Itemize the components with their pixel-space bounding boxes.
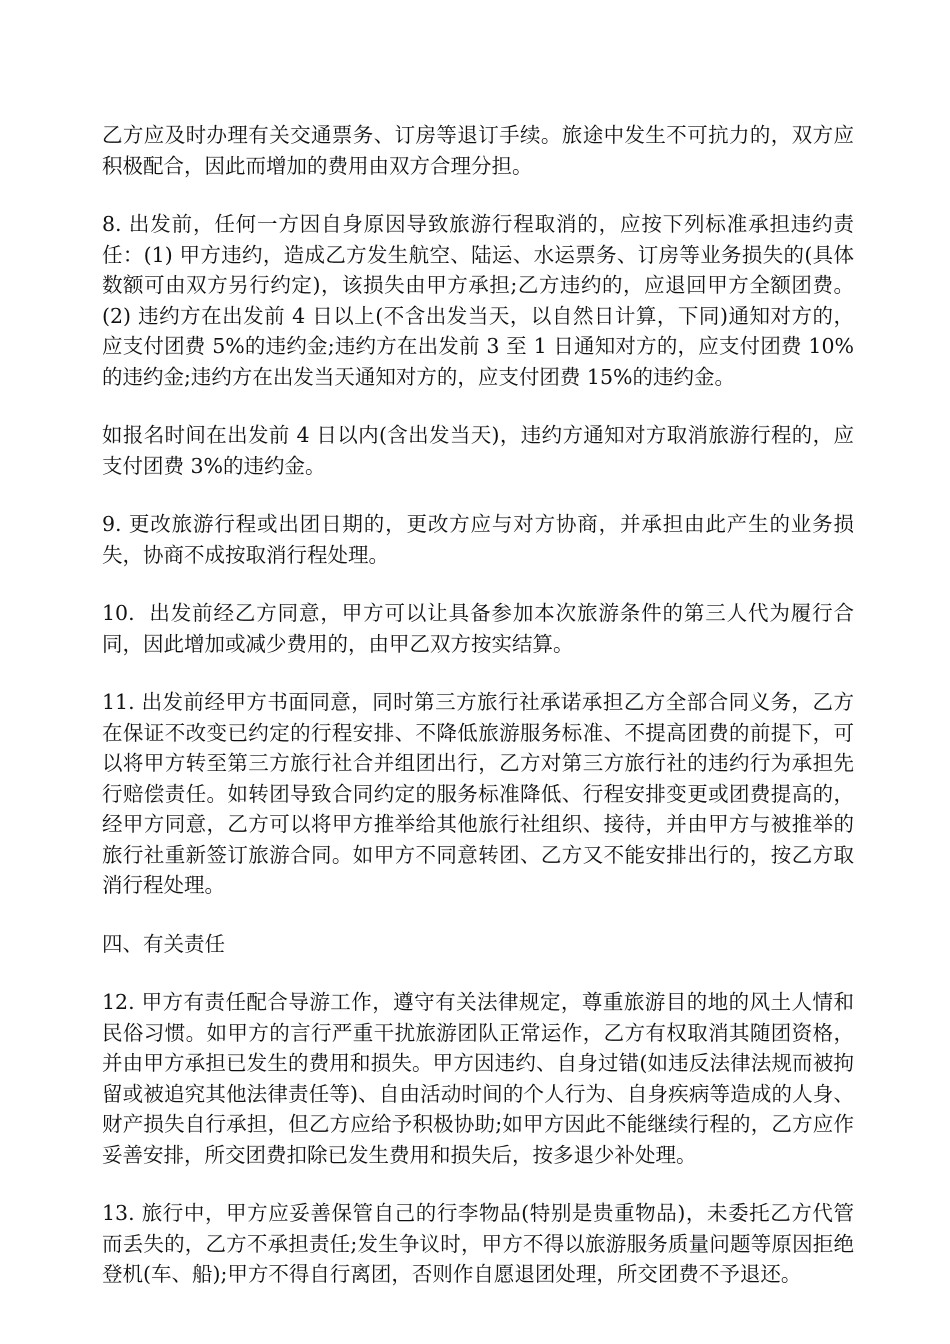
section-heading: 四、有关责任 bbox=[102, 931, 225, 956]
clause-8: 8. 出发前，任何一方因自身原因导致旅游行程取消的，应按下列标准承担违约责任：(1) 甲方违约，造成乙方发生航空、陆运、水运票务、订房等业务损失的(具体数额可由双方另行约定)，该损失由甲方承担;乙方违约的，应退回甲方全额团费。(2) 违约方在出发前 4 日以上(不含出发当天，以自然日计算，下同)通知对方的，应支付团费 5%的违约金;违约方在出发前 3 至 1 日通知对方的，应支付团费 10%的违约金;违约方在出发当天通知对方的，应支付团费 15%的违约金。 bbox=[102, 212, 854, 389]
document-page bbox=[102, 120, 854, 1318]
clause-9: 9. 更改旅游行程或出团日期的，更改方应与对方协商，并承担由此产生的业务损失，协商不成按取消行程处理。 bbox=[102, 512, 854, 567]
clause-8-note: 如报名时间在出发前 4 日以内(含出发当天)，违约方通知对方取消旅游行程的，应支付团费 3%的违约金。 bbox=[102, 423, 854, 478]
clause-12: 12. 甲方有责任配合导游工作，遵守有关法律规定，尊重旅游目的地的风土人情和民俗习惯。如甲方的言行严重干扰旅游团队正常运作，乙方有权取消其随团资格，并由甲方承担已发生的费用和损失。甲方因违约、自身过错(如违反法律法规而被拘留或被追究其他法律责任等)、自由活动时间的个人行为、自身疾病等造成的人身、财产损失自行承担，但乙方应给予积极协助;如甲方因此不能继续行程的，乙方应作妥善安排，所交团费扣除已发生费用和损失后，按多退少补处理。 bbox=[102, 990, 854, 1167]
clause-10: 10. 出发前经乙方同意，甲方可以让具备参加本次旅游条件的第三人代为履行合同，因此增加或减少费用的，由甲乙双方按实结算。 bbox=[102, 601, 854, 656]
clause-13: 13. 旅行中，甲方应妥善保管自己的行李物品(特别是贵重物品)，未委托乙方代管而丢失的，乙方不承担责任;发生争议时，甲方不得以旅游服务质量问题等原因拒绝登机(车、船);甲方不得自行离团，否则作自愿退团处理，所交团费不予退还。 bbox=[102, 1201, 854, 1286]
paragraph-continuation: 乙方应及时办理有关交通票务、订房等退订手续。旅途中发生不可抗力的，双方应积极配合，因此而增加的费用由双方合理分担。 bbox=[102, 123, 854, 178]
clause-11: 11. 出发前经甲方书面同意，同时第三方旅行社承诺承担乙方全部合同义务，乙方在保证不改变已约定的行程安排、不降低旅游服务标准、不提高团费的前提下，可以将甲方转至第三方旅行社合并组团出行，乙方对第三方旅行社的违约行为承担先行赔偿责任。如转团导致合同约定的服务标准降低、行程安排变更或团费提高的，经甲方同意，乙方可以将甲方推举给其他旅行社组织、接待，并由甲方与被推举的旅行社重新签订旅游合同。如甲方不同意转团、乙方又不能安排出行的，按乙方取消行程处理。 bbox=[102, 690, 854, 897]
